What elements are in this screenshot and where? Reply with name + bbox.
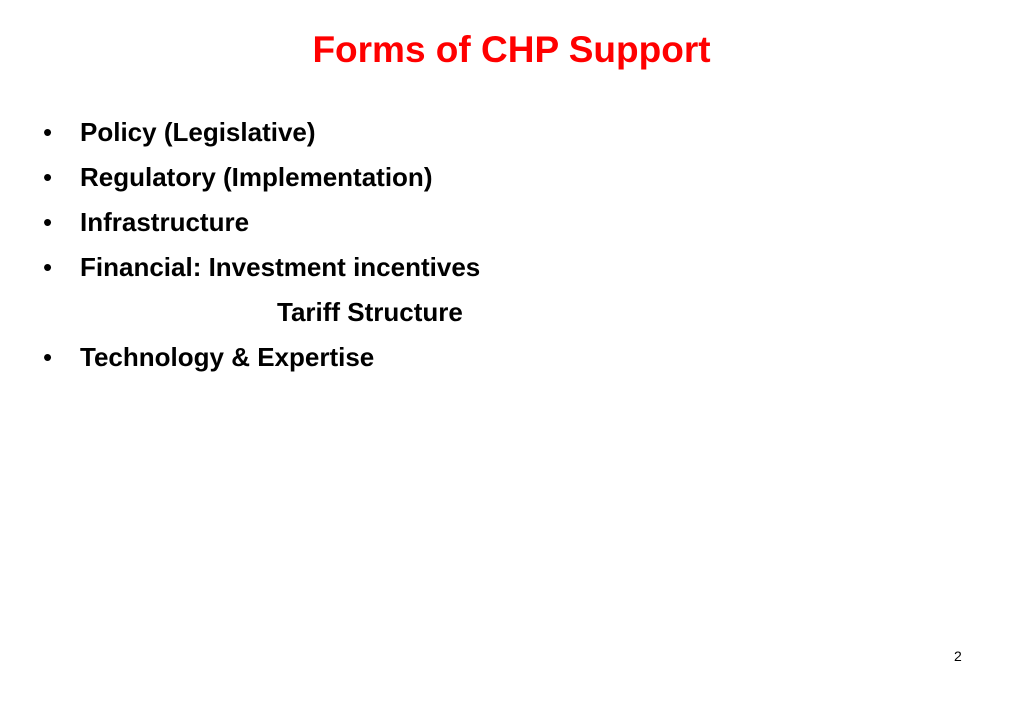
bullet-text: Tariff Structure bbox=[277, 297, 463, 327]
bullet-icon: • bbox=[43, 342, 53, 372]
bullet-icon: • bbox=[43, 162, 53, 192]
bullet-text: Technology & Expertise bbox=[80, 342, 375, 372]
bullet-text: Policy (Legislative) bbox=[80, 117, 316, 147]
bullet-icon: • bbox=[43, 207, 53, 237]
page-number: 2 bbox=[954, 648, 962, 664]
bullet-icon: • bbox=[43, 252, 53, 282]
slide-title: Forms of CHP Support bbox=[312, 29, 711, 70]
bullet-icon: • bbox=[43, 117, 53, 147]
bullet-text: Regulatory (Implementation) bbox=[80, 162, 433, 192]
bullet-text: Financial: Investment incentives bbox=[80, 252, 481, 282]
bullet-text: Infrastructure bbox=[80, 207, 250, 237]
